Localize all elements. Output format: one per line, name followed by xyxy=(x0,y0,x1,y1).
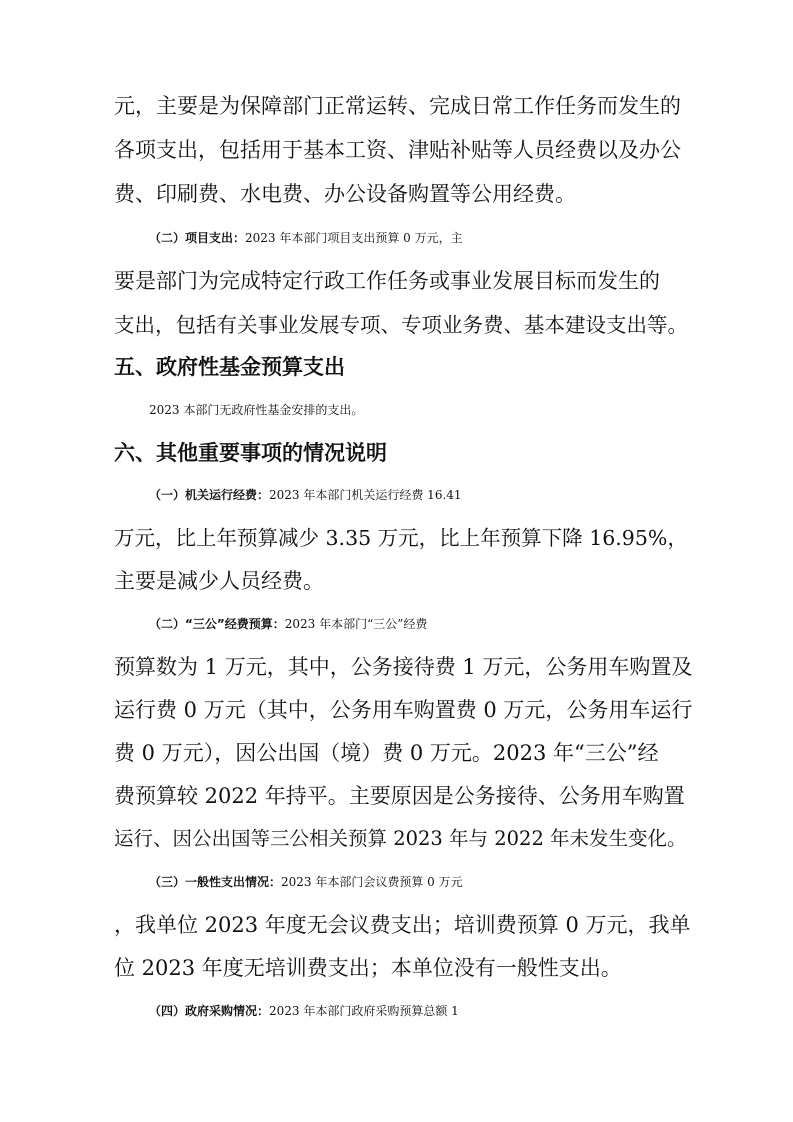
paragraph-line: 运行费 0 万元（其中，公务用车购置费 0 万元，公务用车运行 xyxy=(114,698,693,722)
paragraph-line: 运行、因公出国等三公相关预算 2023 年与 2022 年未发生变化。 xyxy=(114,827,687,850)
paragraph-line: 元，主要是为保障部门正常运转、完成日常工作任务而发生的 xyxy=(114,94,681,118)
paragraph-line: 主要是减少人员经费。 xyxy=(114,569,324,593)
subsection-procurement xyxy=(149,997,729,1025)
section-heading-5: 五、政府性基金预算支出 xyxy=(114,355,345,379)
subsection-label: （二）“三公”经费预算： xyxy=(149,617,285,631)
section-heading-6: 六、其他重要事项的情况说明 xyxy=(114,441,387,465)
subsection-label: （四）政府采购情况： xyxy=(149,1004,270,1018)
paragraph-line: 要是部门为完成特定行政工作任务或事业发展目标而发生的 xyxy=(114,269,660,293)
paragraph-line: 万元，比上年预算减少 3.35 万元，比上年预算下降 16.95%， xyxy=(114,526,688,550)
paragraph-line: 各项支出，包括用于基本工资、津贴补贴等人员经费以及办公 xyxy=(114,138,681,162)
paragraph-line: 支出，包括有关事业发展专项、专项业务费、基本建设支出等。 xyxy=(114,313,688,337)
paragraph-line: 2023 本部门无政府性基金安排的支出。 xyxy=(149,403,364,417)
paragraph-line: 费、印刷费、水电费、办公设备购置等公用经费。 xyxy=(114,182,576,206)
subsection-text: 2023 年本部门项目支出预算 0 万元，主 xyxy=(245,231,463,245)
subsection-label: （一）机关运行经费： xyxy=(149,488,270,502)
subsection-text: 2023 年本部门会议费预算 0 万元 xyxy=(281,875,463,889)
subsection-text: 2023 年本部门政府采购预算总额 1 xyxy=(269,1004,459,1018)
paragraph-line: 位 2023 年度无培训费支出；本单位没有一般性支出。 xyxy=(114,956,622,980)
paragraph-line: ，我单位 2023 年度无会议费支出；培训费预算 0 万元，我单 xyxy=(114,913,691,937)
paragraph-line: 费预算较 2022 年持平。主要原因是公务接待、公务用车购置 xyxy=(114,784,685,808)
subsection-label: （三）一般性支出情况： xyxy=(149,875,282,889)
subsection-text: 2023 年本部门机关运行经费 16.41 xyxy=(269,488,462,502)
paragraph-line: 预算数为 1 万元，其中，公务接待费 1 万元，公务用车购置及 xyxy=(114,655,693,679)
subsection-label: （二）项目支出： xyxy=(149,231,246,245)
subsection-text: 2023 年本部门“三公”经费 xyxy=(284,617,428,631)
subsection-three-public-expenses xyxy=(149,610,729,638)
subsection-project-expenditure xyxy=(149,224,729,252)
subsection-general-expenses xyxy=(149,868,729,896)
paragraph-line: 费 0 万元），因公出国（境）费 0 万元。2023 年“三公”经 xyxy=(114,741,659,765)
subsection-operating-expenses xyxy=(149,481,729,509)
